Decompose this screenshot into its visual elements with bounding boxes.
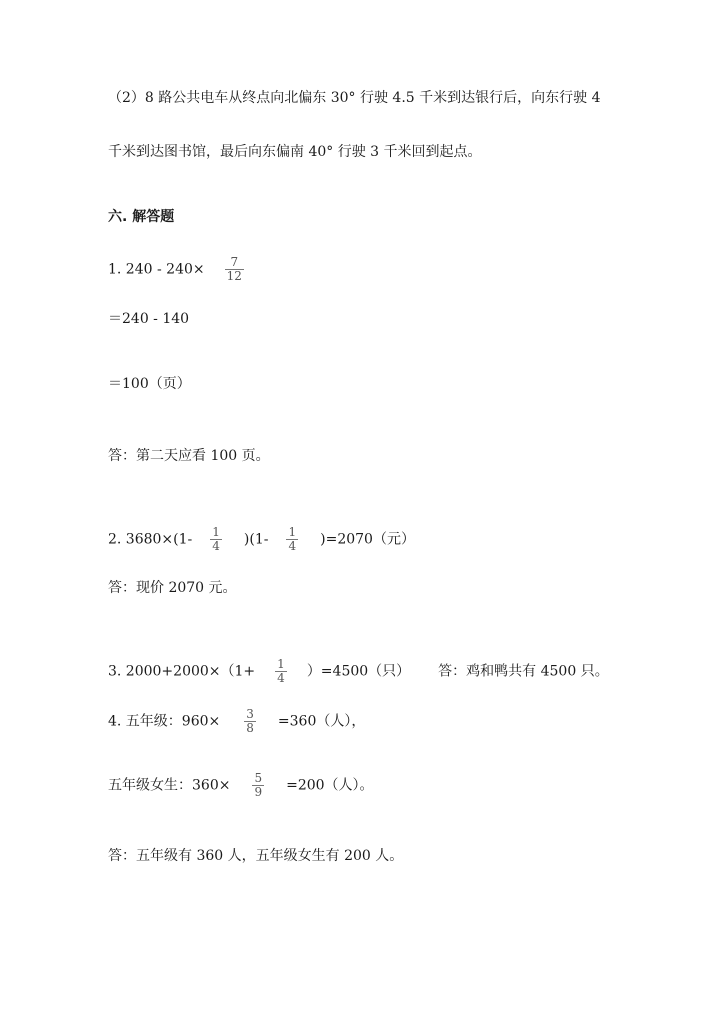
q4-line2-b: =200（人）。 [286,777,374,794]
q4-expr-a: 4. 五年级：960× [108,713,221,730]
q2-expression [108,526,415,553]
q1-fraction [225,256,244,283]
q1-step1: ＝240 - 140 [108,311,190,327]
q4-fraction-2 [252,772,264,799]
q3-expression [108,658,609,685]
q1-step2: ＝100（页） [108,376,191,392]
part2-line1: （2）8 路公共电车从终点向北偏东 30° 行驶 4.5 千米到达银行后，向东行驶 4 [108,90,601,106]
q2-fraction-2 [286,526,298,553]
q4-expression [108,708,365,735]
q2-expr-c: )=2070（元） [320,531,415,548]
q2-expr-b: )(1- [243,531,269,548]
q2-frac1-num: 1 [212,525,220,539]
q1-answer: 答：第二天应看 100 页。 [108,448,270,464]
part2-line2: 千米到达图书馆，最后向东偏南 40° 行驶 3 千米回到起点。 [108,144,482,160]
q4-frac2-den: 9 [254,785,263,799]
q4-line2-a: 五年级女生：360× [108,777,231,794]
q3-fraction [275,658,287,685]
q2-frac2-num: 1 [288,525,297,539]
section-title: 六. 解答题 [108,209,175,225]
q2-frac2-den: 4 [288,539,297,553]
q3-expr-a: 3. 2000+2000×（1+ [108,663,256,680]
q4-frac1-num: 3 [246,707,254,721]
q4-line2 [108,772,374,799]
q3-answer: 答：鸡和鸭共有 4500 只。 [438,663,609,680]
q4-expr-b: =360（人）， [277,713,366,730]
q3-frac-num: 1 [277,657,285,671]
q2-answer: 答：现价 2070 元。 [108,580,237,596]
q3-expr-b: ）=4500（只） [306,663,411,680]
q3-frac-den: 4 [277,671,285,685]
q4-fraction-1 [244,708,256,735]
q1-expr-text: 1. 240 - 240× [108,261,205,278]
q1-frac-den: 12 [226,269,242,283]
q4-answer: 答：五年级有 360 人，五年级女生有 200 人。 [108,848,404,864]
q1-expression [108,256,244,283]
q2-fraction-1 [210,526,222,553]
q4-frac2-num: 5 [254,771,263,785]
q2-frac1-den: 4 [212,539,220,553]
q4-frac1-den: 8 [246,721,254,735]
q1-frac-num: 7 [230,255,239,269]
q2-expr-a: 2. 3680×(1- [108,531,193,548]
